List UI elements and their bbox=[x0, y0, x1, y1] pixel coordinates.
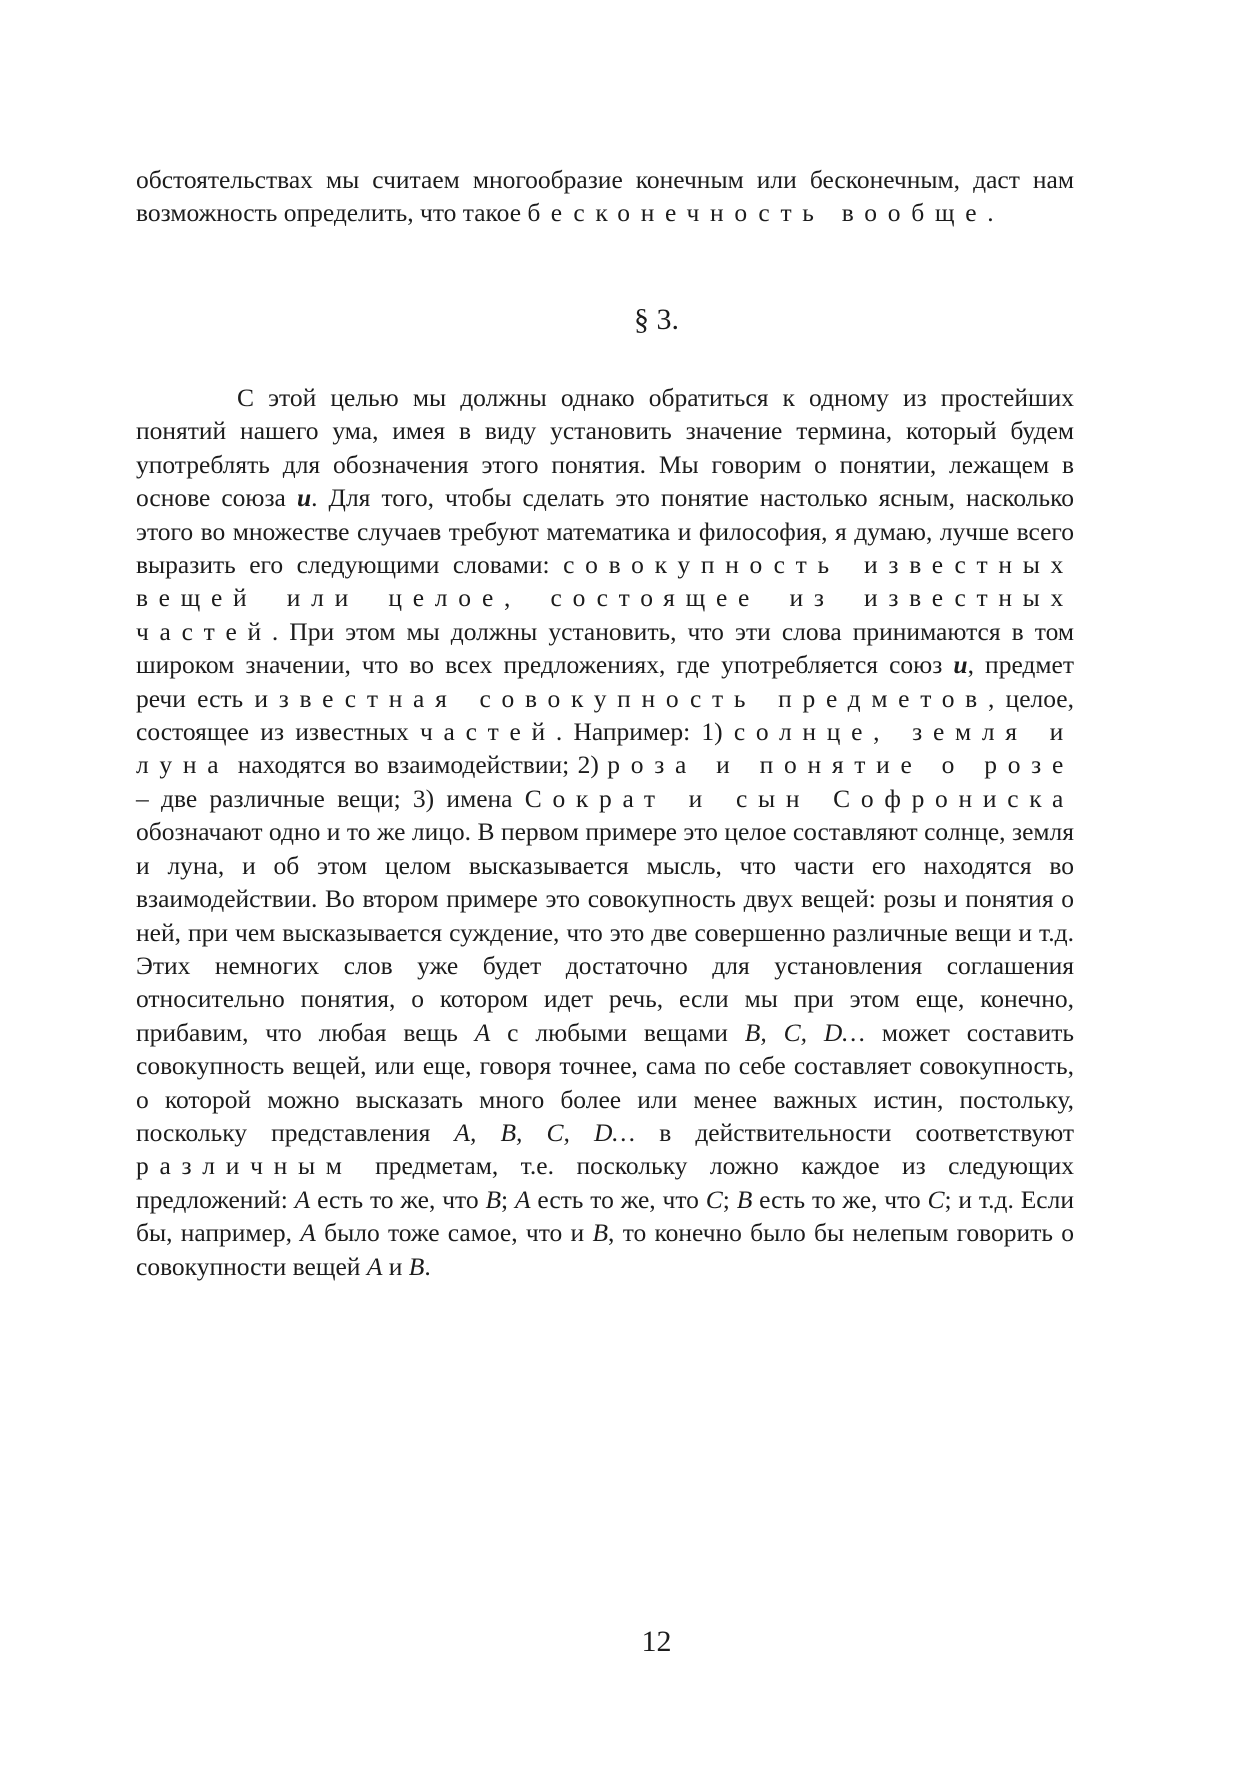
text-run: . Для того, чтобы сделать это понятие настолько ясным, насколько этого во множестве случаев требуют математика и философия, я думаю, лучше всего выразить его следующими словами: bbox=[136, 483, 1074, 580]
text-run: , то конечно было бы нелепым говорить о совокупности вещей bbox=[136, 1218, 1074, 1281]
text-run: было тоже самое, что и bbox=[315, 1218, 593, 1248]
italic-variable: B bbox=[408, 1251, 425, 1281]
text-run: с любыми вещами bbox=[490, 1017, 745, 1047]
italic-variable: A bbox=[300, 1218, 316, 1248]
text-run: . bbox=[424, 1251, 431, 1281]
bold-italic-word: и bbox=[953, 650, 968, 680]
text-run: ; bbox=[722, 1184, 737, 1214]
text-run: . bbox=[987, 198, 994, 228]
text-run: обстоятельствах мы считаем многообразие конечным или бесконечным, даст нам возможность определить, что такое bbox=[136, 165, 1074, 228]
text-run: С этой целью мы должны однако обратиться к одному из простейших понятий нашего ума, имея в виду установить значение термина, который будем употреблять для обозначения этого понятия. Мы говорим о понятии, лежащем в основе союза bbox=[136, 383, 1074, 513]
text-run: . Например: 1) bbox=[555, 717, 734, 747]
section-heading: § 3. bbox=[634, 303, 679, 336]
spaced-emphasis: роза и понятие о розе bbox=[607, 750, 1074, 780]
text-run: есть то же, что bbox=[310, 1184, 486, 1214]
italic-variable: B bbox=[592, 1218, 609, 1248]
spaced-emphasis: различным bbox=[136, 1151, 353, 1181]
top-paragraph-block bbox=[136, 163, 1074, 230]
text-run: , предмет речи есть bbox=[136, 650, 1074, 713]
spaced-emphasis: солнце, земля и луна bbox=[136, 717, 1074, 780]
spaced-emphasis: совокупность известных вещей или целое, состоящее из известных частей bbox=[136, 550, 1074, 646]
text-run: предметам, т.е. поскольку ложно каждое из следующих предложений: bbox=[136, 1151, 1074, 1214]
spaced-emphasis: бесконечность вообще bbox=[527, 198, 988, 228]
body-paragraph-block bbox=[136, 381, 1074, 1283]
italic-variable: A, B, C, D… bbox=[454, 1117, 636, 1147]
italic-variable: A bbox=[294, 1184, 311, 1214]
italic-variable: C bbox=[927, 1184, 945, 1214]
text-run: и bbox=[382, 1251, 409, 1281]
spaced-emphasis: известная совокупность предметов bbox=[254, 683, 988, 713]
bold-italic-word: и bbox=[296, 483, 312, 513]
body-paragraph bbox=[136, 381, 1074, 1283]
italic-variable: B bbox=[736, 1184, 753, 1214]
italic-variable: B bbox=[485, 1184, 502, 1214]
text-run: есть то же, что bbox=[530, 1184, 706, 1214]
text-run: ; и т.д. Если бы, например, bbox=[136, 1184, 1074, 1248]
spaced-emphasis: Сократ и сын Софрониска bbox=[524, 783, 1074, 813]
italic-variable: B, C, D… bbox=[744, 1017, 865, 1047]
text-run: , целое, состоящее из известных bbox=[136, 683, 1075, 747]
italic-variable: A bbox=[514, 1184, 531, 1214]
text-run: есть то же, что bbox=[752, 1184, 928, 1214]
text-run: ; bbox=[501, 1184, 515, 1214]
italic-variable: C bbox=[705, 1184, 723, 1214]
top-paragraph bbox=[136, 163, 1074, 230]
text-run: в действительности соответствуют bbox=[635, 1117, 1075, 1147]
text-run: находятся во взаимодействии; 2) bbox=[229, 750, 608, 780]
text-run: . При этом мы должны установить, что эти слова принимаются в том широком значении, что во всех предложениях, где употребляется союз bbox=[136, 616, 1074, 680]
text-run: – две различные вещи; 3) имена bbox=[136, 783, 525, 813]
spaced-emphasis: частей bbox=[420, 717, 556, 747]
page-number: 12 bbox=[641, 1625, 672, 1658]
italic-variable: A bbox=[474, 1017, 491, 1047]
italic-variable: A bbox=[366, 1251, 383, 1281]
text-run: обозначают одно и то же лицо. В первом примере это целое составляют солнце, земля и луна, и об этом целом высказывается мысль, что части его находятся во взаимодействии. Во втором примере это совокупность двух вещей: розы и понятия о ней, при чем высказывается суждение, что это две совершенно различные вещи и т.д. Этих немногих слов уже будет достаточно для установления соглашения относительно понятия, о котором идет речь, если мы при этом еще, конечно, прибавим, что любая вещь bbox=[136, 817, 1074, 1047]
text-run: может составить совокупность вещей, или еще, говоря точнее, сама по себе составляет совокупность, о которой можно высказать много более или менее важных истин, постольку, поскольку представления bbox=[136, 1017, 1074, 1147]
